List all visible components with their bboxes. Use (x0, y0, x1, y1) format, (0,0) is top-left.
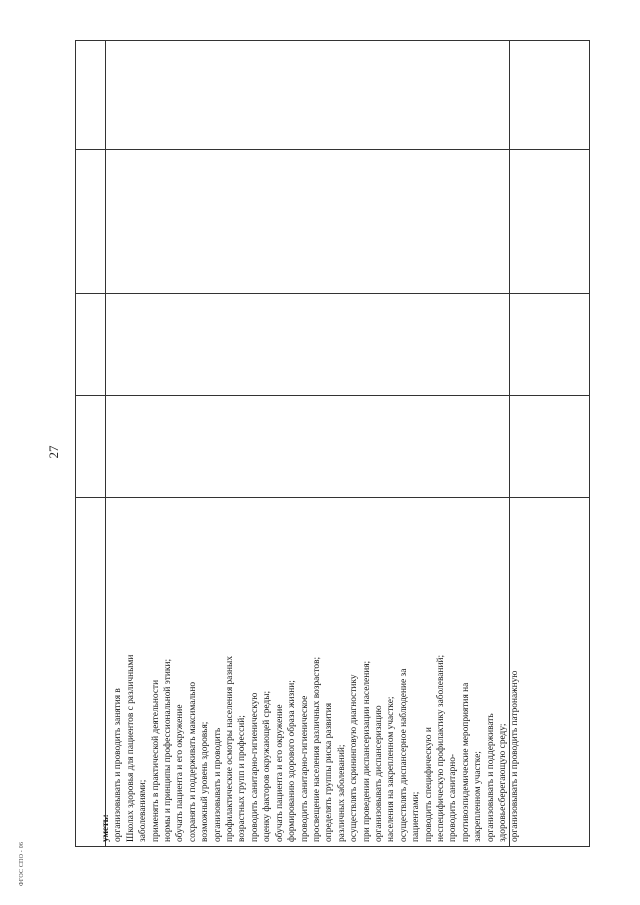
skill-line: применять в практической деятельности (150, 679, 161, 842)
skill-line: возрастных групп и профессий; (237, 715, 248, 842)
skill-line: просвещение населения различных возрастов; (311, 656, 322, 842)
curriculum-table (75, 40, 590, 847)
row-divider (76, 149, 589, 150)
skill-line: нормы и принципы профессиональной этики; (163, 658, 174, 842)
skills-heading: уметь: (101, 814, 111, 842)
skill-line: организовывать и проводить (212, 727, 223, 842)
skill-line: закрепленном участке; (473, 751, 484, 842)
row-divider (76, 497, 589, 498)
skill-line: неспецифическую профилактику заболеваний; (435, 654, 446, 842)
skill-line: организовывать и проводить патронажную (510, 670, 521, 842)
skill-line: населения на закрепленном участке; (386, 696, 397, 842)
footer-code: ФГОС СПО - 06 (19, 841, 25, 887)
skill-line: проводить санитарно-гигиеническую (249, 692, 260, 842)
skill-line: проводить специфическую и (423, 727, 434, 842)
row-divider (76, 293, 589, 294)
skill-line: осуществлять скрининговую диагностику (349, 674, 360, 842)
skills-cell (94, 540, 604, 846)
skill-line: возможный уровень здоровья; (200, 721, 211, 842)
skill-line: оценку факторов окружающей среды; (262, 690, 273, 842)
skill-line: различных заболеваний; (336, 744, 347, 842)
skill-line: профилактические осмотры населения разных (225, 655, 236, 842)
skills-list (112, 544, 521, 842)
skill-line: организовывать и поддерживать (485, 713, 496, 842)
skill-line: противоэпидемические мероприятия на (460, 682, 471, 842)
skill-line: организовывать диспансеризацию (373, 705, 384, 842)
skill-line: здоровьесберегающую среду; (498, 723, 508, 842)
skill-line: сохранять и поддерживать максимально (187, 681, 198, 842)
skill-line: проводить санитарно- (448, 753, 459, 842)
skill-line: осуществлять диспансерное наблюдение за (398, 668, 409, 842)
skill-line: организовывать и проводить занятия в (113, 688, 124, 842)
skill-line: заболеваниями; (138, 779, 149, 842)
skill-line: пациентами; (411, 791, 422, 842)
skill-line: определять группы риска развития (324, 702, 335, 842)
skill-line: обучать пациента и его окружение (274, 704, 285, 842)
skill-line: формированию здорового образа жизни; (287, 680, 298, 842)
skill-line: Школах здоровья для пациентов с различными (125, 654, 136, 842)
row-divider (76, 395, 589, 396)
skill-line: проводить санитарно-гигиеническое (299, 695, 310, 842)
page-number: 27 (46, 445, 61, 459)
skill-line: обучать пациента и его окружение (175, 704, 186, 842)
skill-line: при проведении диспансеризации населения; (361, 660, 372, 842)
